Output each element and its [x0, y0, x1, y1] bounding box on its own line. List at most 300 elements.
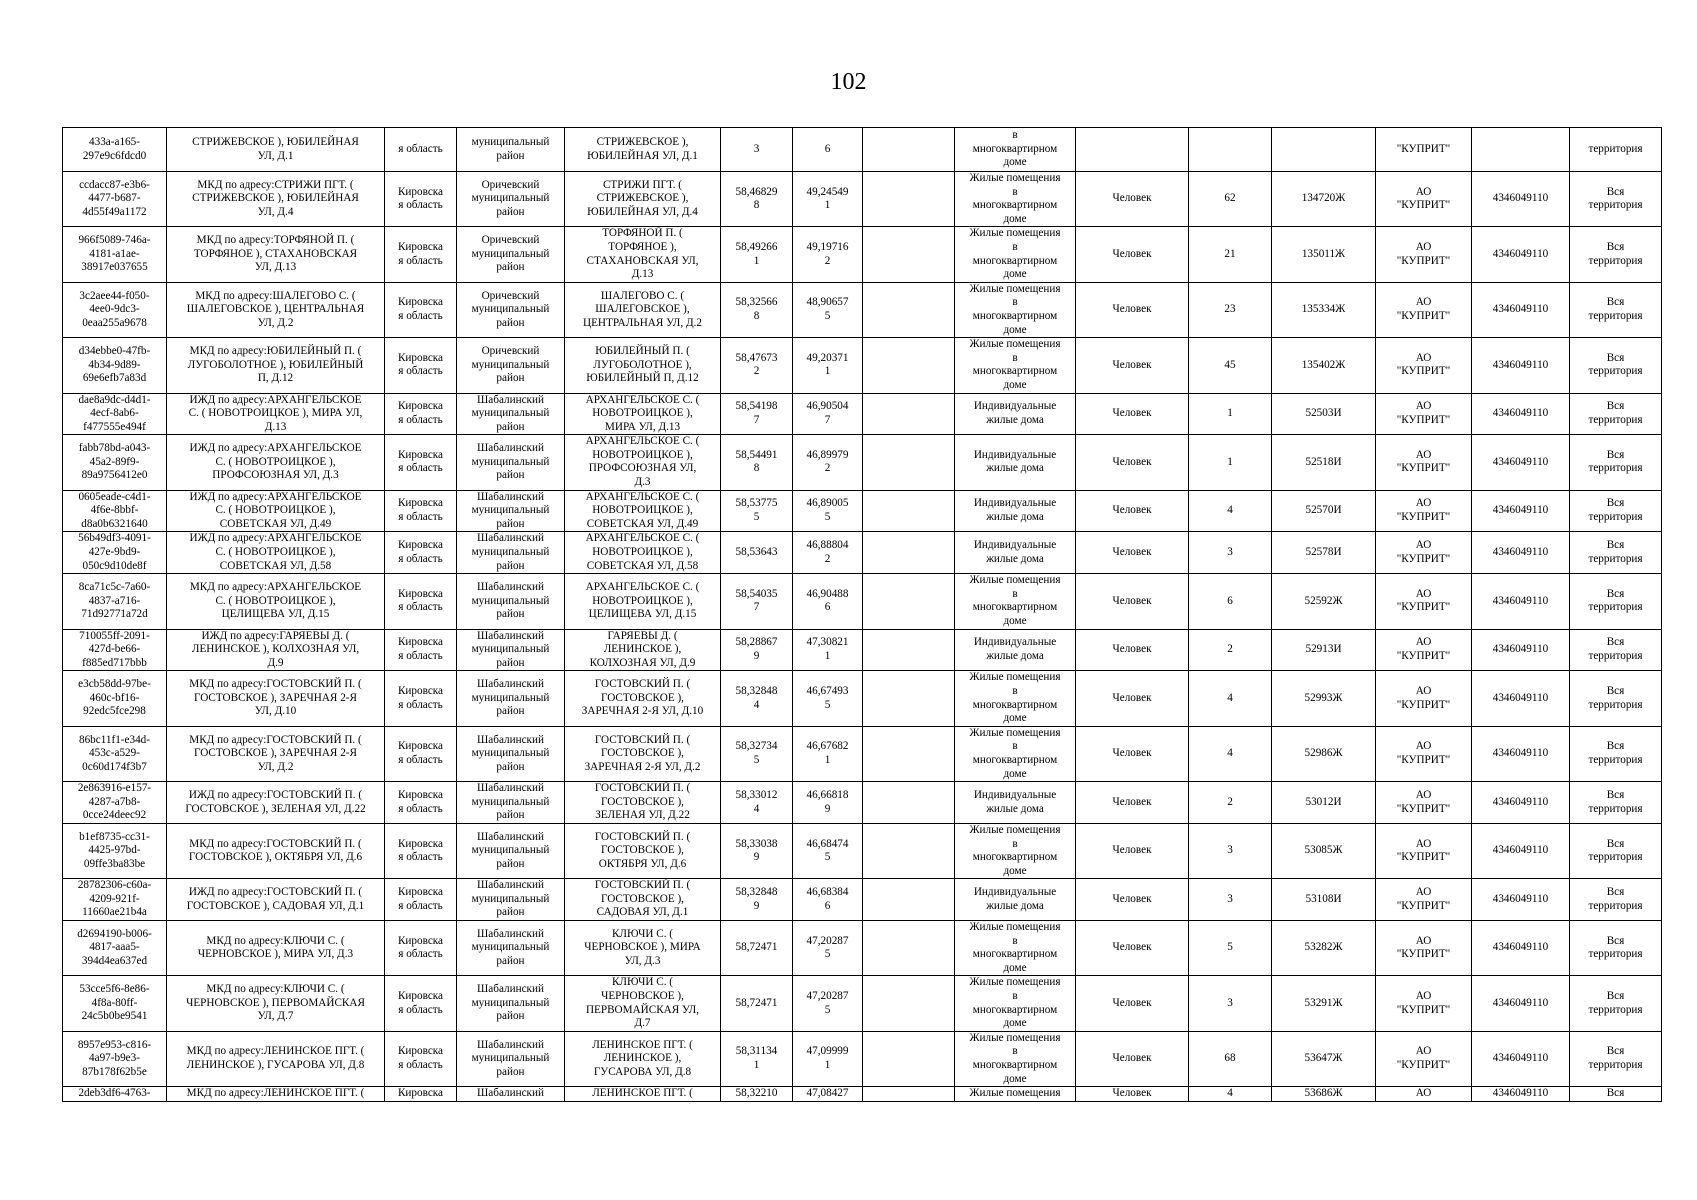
table-row: [63, 128, 1662, 172]
cell-district: Оричевский муниципальный район: [457, 227, 565, 282]
cell-organization: АО "КУПРИТ": [1376, 227, 1472, 282]
cell-object-name: МКД по адресу:ГОСТОВСКИЙ П. ( ГОСТОВСКОЕ ), ЗАРЕЧНАЯ 2-Я УЛ, Д.2: [167, 726, 385, 781]
cell-count: 5: [1189, 921, 1272, 976]
cell-latitude: 58,32210: [721, 1087, 793, 1102]
cell-district: Шабалинский муниципальный район: [457, 782, 565, 824]
table-row: [63, 782, 1662, 824]
cell-territory: Вся территория: [1570, 1031, 1662, 1086]
cell-unit: Человек: [1076, 435, 1189, 490]
cell-region: Кировска я область: [385, 574, 457, 629]
cell-territory: Вся территория: [1570, 435, 1662, 490]
cell-territory: Вся территория: [1570, 574, 1662, 629]
cell-region: Кировска я область: [385, 921, 457, 976]
cell-district: Шабалинский муниципальный район: [457, 671, 565, 726]
cell-inn: 4346049110: [1472, 490, 1570, 532]
cell-record-id: fabb78bd-a043- 45a2-89f9- 89a9756412e0: [63, 435, 167, 490]
cell-unit: Человек: [1076, 629, 1189, 671]
cell-district: Шабалинский: [457, 1087, 565, 1102]
cell-count: 62: [1189, 172, 1272, 227]
cell-object-code: 53085Ж: [1272, 823, 1376, 878]
cell-address: АРХАНГЕЛЬСКОЕ С. ( НОВОТРОИЦКОЕ ), ПРОФСОЮЗНАЯ УЛ, Д.3: [565, 435, 721, 490]
cell-region: Кировска я область: [385, 338, 457, 393]
cell-object-name: МКД по адресу:ШАЛЕГОВО С. ( ШАЛЕГОВСКОЕ ), ЦЕНТРАЛЬНАЯ УЛ, Д.2: [167, 282, 385, 337]
cell-address: КЛЮЧИ С. ( ЧЕРНОВСКОЕ ), МИРА УЛ, Д.3: [565, 921, 721, 976]
cell-latitude: 58,53643: [721, 532, 793, 574]
cell-unit: Человек: [1076, 726, 1189, 781]
cell-unit: Человек: [1076, 879, 1189, 921]
cell-empty-col: [863, 338, 955, 393]
cell-object-name: ИЖД по адресу:АРХАНГЕЛЬСКОЕ С. ( НОВОТРОИЦКОЕ ), ПРОФСОЮЗНАЯ УЛ, Д.3: [167, 435, 385, 490]
cell-longitude: 46,66818 9: [793, 782, 863, 824]
cell-longitude: 47,30821 1: [793, 629, 863, 671]
cell-record-id: 433a-a165- 297e9c6fdcd0: [63, 128, 167, 172]
cell-empty-col: [863, 282, 955, 337]
cell-address: ГОСТОВСКИЙ П. ( ГОСТОВСКОЕ ), ОКТЯБРЯ УЛ, Д.6: [565, 823, 721, 878]
cell-object-name: ИЖД по адресу:АРХАНГЕЛЬСКОЕ С. ( НОВОТРОИЦКОЕ ), СОВЕТСКАЯ УЛ, Д.58: [167, 532, 385, 574]
cell-latitude: 58,72471: [721, 921, 793, 976]
cell-region: Кировска: [385, 1087, 457, 1102]
cell-organization: АО "КУПРИТ": [1376, 490, 1472, 532]
cell-object-type: Жилые помещения в многоквартирном доме: [955, 227, 1076, 282]
cell-organization: АО "КУПРИТ": [1376, 726, 1472, 781]
cell-longitude: 49,24549 1: [793, 172, 863, 227]
cell-territory: Вся территория: [1570, 282, 1662, 337]
cell-count: 21: [1189, 227, 1272, 282]
cell-object-type: Жилые помещения в многоквартирном доме: [955, 172, 1076, 227]
cell-address: ЛЕНИНСКОЕ ПГТ. ( ЛЕНИНСКОЕ ), ГУСАРОВА УЛ, Д.8: [565, 1031, 721, 1086]
cell-organization: АО "КУПРИТ": [1376, 574, 1472, 629]
table-row: [63, 629, 1662, 671]
cell-object-name: МКД по адресу:ГОСТОВСКИЙ П. ( ГОСТОВСКОЕ ), ОКТЯБРЯ УЛ, Д.6: [167, 823, 385, 878]
cell-object-type: Жилые помещения в многоквартирном доме: [955, 726, 1076, 781]
cell-object-code: 52986Ж: [1272, 726, 1376, 781]
cell-object-code: 135402Ж: [1272, 338, 1376, 393]
cell-territory: Вся территория: [1570, 629, 1662, 671]
cell-longitude: 6: [793, 128, 863, 172]
cell-inn: 4346049110: [1472, 393, 1570, 435]
cell-district: Шабалинский муниципальный район: [457, 532, 565, 574]
cell-count: 68: [1189, 1031, 1272, 1086]
cell-address: ШАЛЕГОВО С. ( ШАЛЕГОВСКОЕ ), ЦЕНТРАЛЬНАЯ УЛ, Д.2: [565, 282, 721, 337]
cell-object-name: МКД по адресу:ЛЕНИНСКОЕ ПГТ. (: [167, 1087, 385, 1102]
cell-longitude: 46,89005 5: [793, 490, 863, 532]
cell-inn: 4346049110: [1472, 1031, 1570, 1086]
cell-record-id: 0605eade-c4d1- 4f6e-8bbf- d8a0b6321640: [63, 490, 167, 532]
cell-empty-col: [863, 490, 955, 532]
cell-region: Кировска я область: [385, 782, 457, 824]
cell-address: СТРИЖИ ПГТ. ( СТРИЖЕВСКОЕ ), ЮБИЛЕЙНАЯ УЛ, Д.4: [565, 172, 721, 227]
table-row: [63, 574, 1662, 629]
cell-district: Шабалинский муниципальный район: [457, 574, 565, 629]
cell-latitude: 58,32566 8: [721, 282, 793, 337]
cell-record-id: 3c2aee44-f050- 4ee0-9dc3- 0eaa255a9678: [63, 282, 167, 337]
cell-record-id: 86bc11f1-e34d- 453c-a529- 0c60d174f3b7: [63, 726, 167, 781]
cell-longitude: 49,20371 1: [793, 338, 863, 393]
cell-inn: 4346049110: [1472, 629, 1570, 671]
table-row: [63, 1031, 1662, 1086]
cell-organization: АО "КУПРИТ": [1376, 921, 1472, 976]
cell-object-code: 52993Ж: [1272, 671, 1376, 726]
cell-count: 4: [1189, 1087, 1272, 1102]
cell-record-id: 966f5089-746a- 4181-a1ae- 38917e037655: [63, 227, 167, 282]
cell-organization: АО "КУПРИТ": [1376, 879, 1472, 921]
cell-territory: Вся территория: [1570, 726, 1662, 781]
cell-district: муниципальный район: [457, 128, 565, 172]
table-row: [63, 921, 1662, 976]
cell-address: КЛЮЧИ С. ( ЧЕРНОВСКОЕ ), ПЕРВОМАЙСКАЯ УЛ, Д.7: [565, 976, 721, 1031]
cell-inn: 4346049110: [1472, 823, 1570, 878]
cell-count: 3: [1189, 823, 1272, 878]
cell-inn: 4346049110: [1472, 338, 1570, 393]
cell-organization: АО "КУПРИТ": [1376, 782, 1472, 824]
cell-object-code: 53686Ж: [1272, 1087, 1376, 1102]
cell-address: ГОСТОВСКИЙ П. ( ГОСТОВСКОЕ ), ЗАРЕЧНАЯ 2-Я УЛ, Д.2: [565, 726, 721, 781]
cell-count: 45: [1189, 338, 1272, 393]
cell-count: 4: [1189, 726, 1272, 781]
cell-record-id: d34ebbe0-47fb- 4b34-9d89- 69e6efb7a83d: [63, 338, 167, 393]
cell-district: Шабалинский муниципальный район: [457, 629, 565, 671]
cell-territory: Вся территория: [1570, 393, 1662, 435]
cell-region: Кировска я область: [385, 1031, 457, 1086]
cell-object-type: Индивидуальные жилые дома: [955, 435, 1076, 490]
cell-object-name: ИЖД по адресу:ГОСТОВСКИЙ П. ( ГОСТОВСКОЕ ), САДОВАЯ УЛ, Д.1: [167, 879, 385, 921]
cell-empty-col: [863, 227, 955, 282]
cell-object-type: Жилые помещения в многоквартирном доме: [955, 671, 1076, 726]
cell-record-id: dae8a9dc-d4d1- 4ecf-8ab6- f477555e494f: [63, 393, 167, 435]
cell-object-name: МКД по адресу:АРХАНГЕЛЬСКОЕ С. ( НОВОТРОИЦКОЕ ), ЦЕЛИЩЕВА УЛ, Д.15: [167, 574, 385, 629]
cell-empty-col: [863, 574, 955, 629]
cell-empty-col: [863, 393, 955, 435]
cell-object-type: Индивидуальные жилые дома: [955, 879, 1076, 921]
cell-object-type: Индивидуальные жилые дома: [955, 490, 1076, 532]
cell-region: Кировска я область: [385, 879, 457, 921]
cell-district: Оричевский муниципальный район: [457, 172, 565, 227]
cell-address: ГОСТОВСКИЙ П. ( ГОСТОВСКОЕ ), САДОВАЯ УЛ, Д.1: [565, 879, 721, 921]
cell-territory: Вся территория: [1570, 823, 1662, 878]
cell-organization: АО "КУПРИТ": [1376, 338, 1472, 393]
cell-latitude: 58,28867 9: [721, 629, 793, 671]
cell-region: Кировска я область: [385, 172, 457, 227]
cell-empty-col: [863, 1087, 955, 1102]
cell-count: 23: [1189, 282, 1272, 337]
cell-empty-col: [863, 879, 955, 921]
cell-count: 3: [1189, 879, 1272, 921]
cell-longitude: 46,68474 5: [793, 823, 863, 878]
cell-district: Шабалинский муниципальный район: [457, 490, 565, 532]
cell-address: ЛЕНИНСКОЕ ПГТ. (: [565, 1087, 721, 1102]
cell-territory: Вся территория: [1570, 490, 1662, 532]
cell-object-code: [1272, 128, 1376, 172]
cell-organization: АО "КУПРИТ": [1376, 671, 1472, 726]
cell-latitude: 58,31134 1: [721, 1031, 793, 1086]
cell-object-code: 52503И: [1272, 393, 1376, 435]
cell-empty-col: [863, 726, 955, 781]
cell-object-code: 53108И: [1272, 879, 1376, 921]
cell-empty-col: [863, 172, 955, 227]
cell-region: Кировска я область: [385, 726, 457, 781]
cell-unit: Человек: [1076, 921, 1189, 976]
cell-longitude: 46,90488 6: [793, 574, 863, 629]
cell-unit: Человек: [1076, 976, 1189, 1031]
cell-region: я область: [385, 128, 457, 172]
cell-latitude: 58,54491 8: [721, 435, 793, 490]
cell-latitude: 58,47673 2: [721, 338, 793, 393]
cell-organization: АО "КУПРИТ": [1376, 1031, 1472, 1086]
table-row: [63, 338, 1662, 393]
cell-territory: Вся территория: [1570, 976, 1662, 1031]
table-row: [63, 823, 1662, 878]
table-row: [63, 435, 1662, 490]
cell-district: Оричевский муниципальный район: [457, 338, 565, 393]
cell-inn: 4346049110: [1472, 671, 1570, 726]
table-row: [63, 172, 1662, 227]
cell-longitude: 46,88804 2: [793, 532, 863, 574]
cell-count: 1: [1189, 435, 1272, 490]
cell-inn: 4346049110: [1472, 282, 1570, 337]
cell-inn: 4346049110: [1472, 782, 1570, 824]
cell-object-code: 53647Ж: [1272, 1031, 1376, 1086]
cell-object-name: МКД по адресу:ЮБИЛЕЙНЫЙ П. ( ЛУГОБОЛОТНОЕ ), ЮБИЛЕЙНЫЙ П, Д.12: [167, 338, 385, 393]
cell-object-type: Жилые помещения в многоквартирном доме: [955, 1031, 1076, 1086]
cell-count: 1: [1189, 393, 1272, 435]
cell-longitude: 49,19716 2: [793, 227, 863, 282]
cell-district: Шабалинский муниципальный район: [457, 823, 565, 878]
cell-address: ЮБИЛЕЙНЫЙ П. ( ЛУГОБОЛОТНОЕ ), ЮБИЛЕЙНЫЙ П, Д.12: [565, 338, 721, 393]
cell-organization: АО "КУПРИТ": [1376, 976, 1472, 1031]
cell-address: ГОСТОВСКИЙ П. ( ГОСТОВСКОЕ ), ЗАРЕЧНАЯ 2-Я УЛ, Д.10: [565, 671, 721, 726]
cell-longitude: 46,67682 1: [793, 726, 863, 781]
cell-district: Шабалинский муниципальный район: [457, 921, 565, 976]
cell-longitude: 47,20287 5: [793, 921, 863, 976]
cell-count: 6: [1189, 574, 1272, 629]
cell-latitude: 58,32848 9: [721, 879, 793, 921]
cell-object-name: МКД по адресу:СТРИЖИ ПГТ. ( СТРИЖЕВСКОЕ ), ЮБИЛЕЙНАЯ УЛ, Д.4: [167, 172, 385, 227]
cell-address: СТРИЖЕВСКОЕ ), ЮБИЛЕЙНАЯ УЛ, Д.1: [565, 128, 721, 172]
cell-territory: Вся территория: [1570, 338, 1662, 393]
cell-unit: Человек: [1076, 172, 1189, 227]
cell-unit: Человек: [1076, 1087, 1189, 1102]
cell-object-type: Жилые помещения в многоквартирном доме: [955, 282, 1076, 337]
cell-territory: Вся территория: [1570, 532, 1662, 574]
cell-address: АРХАНГЕЛЬСКОЕ С. ( НОВОТРОИЦКОЕ ), СОВЕТСКАЯ УЛ, Д.49: [565, 490, 721, 532]
cell-unit: Человек: [1076, 782, 1189, 824]
cell-unit: Человек: [1076, 532, 1189, 574]
cell-record-id: d2694190-b006- 4817-aaa5- 394d4ea637ed: [63, 921, 167, 976]
cell-organization: АО "КУПРИТ": [1376, 282, 1472, 337]
cell-object-code: 53012И: [1272, 782, 1376, 824]
cell-longitude: 47,09999 1: [793, 1031, 863, 1086]
cell-region: Кировска я область: [385, 976, 457, 1031]
cell-unit: Человек: [1076, 227, 1189, 282]
cell-territory: Вся: [1570, 1087, 1662, 1102]
cell-address: ГАРЯЕВЫ Д. ( ЛЕНИНСКОЕ ), КОЛХОЗНАЯ УЛ, Д.9: [565, 629, 721, 671]
cell-unit: Человек: [1076, 671, 1189, 726]
cell-unit: Человек: [1076, 282, 1189, 337]
cell-count: 4: [1189, 671, 1272, 726]
cell-count: 2: [1189, 782, 1272, 824]
cell-unit: Человек: [1076, 338, 1189, 393]
cell-record-id: 56b49df3-4091- 427e-9bd9- 050c9d10de8f: [63, 532, 167, 574]
cell-count: 3: [1189, 532, 1272, 574]
table-row: [63, 671, 1662, 726]
cell-object-type: Жилые помещения в многоквартирном доме: [955, 976, 1076, 1031]
cell-object-code: 135334Ж: [1272, 282, 1376, 337]
cell-longitude: 47,20287 5: [793, 976, 863, 1031]
cell-empty-col: [863, 532, 955, 574]
cell-object-code: 53282Ж: [1272, 921, 1376, 976]
cell-organization: "КУПРИТ": [1376, 128, 1472, 172]
cell-longitude: 48,90657 5: [793, 282, 863, 337]
cell-object-type: Жилые помещения в многоквартирном доме: [955, 823, 1076, 878]
cell-object-code: 53291Ж: [1272, 976, 1376, 1031]
cell-latitude: 58,72471: [721, 976, 793, 1031]
cell-object-code: 135011Ж: [1272, 227, 1376, 282]
cell-object-name: МКД по адресу:КЛЮЧИ С. ( ЧЕРНОВСКОЕ ), МИРА УЛ, Д.3: [167, 921, 385, 976]
cell-record-id: ccdacc87-e3b6- 4477-b687- 4d55f49a1172: [63, 172, 167, 227]
cell-district: Оричевский муниципальный район: [457, 282, 565, 337]
cell-object-code: 52518И: [1272, 435, 1376, 490]
cell-longitude: 47,08427: [793, 1087, 863, 1102]
cell-longitude: 46,67493 5: [793, 671, 863, 726]
cell-empty-col: [863, 823, 955, 878]
cell-record-id: e3cb58dd-97be- 460c-bf16- 92edc5fce298: [63, 671, 167, 726]
cell-region: Кировска я область: [385, 532, 457, 574]
cell-record-id: 8ca71c5c-7a60- 4837-a716- 71d92771a72d: [63, 574, 167, 629]
cell-inn: 4346049110: [1472, 921, 1570, 976]
cell-address: ГОСТОВСКИЙ П. ( ГОСТОВСКОЕ ), ЗЕЛЕНАЯ УЛ, Д.22: [565, 782, 721, 824]
cell-object-name: МКД по адресу:ГОСТОВСКИЙ П. ( ГОСТОВСКОЕ ), ЗАРЕЧНАЯ 2-Я УЛ, Д.10: [167, 671, 385, 726]
cell-latitude: 58,33038 9: [721, 823, 793, 878]
cell-object-code: 52578И: [1272, 532, 1376, 574]
cell-organization: АО "КУПРИТ": [1376, 629, 1472, 671]
cell-region: Кировска я область: [385, 490, 457, 532]
cell-organization: АО "КУПРИТ": [1376, 532, 1472, 574]
cell-object-type: в многоквартирном доме: [955, 128, 1076, 172]
cell-address: АРХАНГЕЛЬСКОЕ С. ( НОВОТРОИЦКОЕ ), СОВЕТСКАЯ УЛ, Д.58: [565, 532, 721, 574]
table-row: [63, 726, 1662, 781]
cell-empty-col: [863, 435, 955, 490]
cell-district: Шабалинский муниципальный район: [457, 976, 565, 1031]
cell-region: Кировска я область: [385, 435, 457, 490]
cell-organization: АО: [1376, 1087, 1472, 1102]
cell-region: Кировска я область: [385, 823, 457, 878]
cell-latitude: 58,49266 1: [721, 227, 793, 282]
cell-object-code: 52570И: [1272, 490, 1376, 532]
cell-object-name: МКД по адресу:КЛЮЧИ С. ( ЧЕРНОВСКОЕ ), ПЕРВОМАЙСКАЯ УЛ, Д.7: [167, 976, 385, 1031]
cell-inn: 4346049110: [1472, 227, 1570, 282]
cell-inn: 4346049110: [1472, 172, 1570, 227]
cell-object-code: 134720Ж: [1272, 172, 1376, 227]
cell-object-code: 52592Ж: [1272, 574, 1376, 629]
cell-object-type: Индивидуальные жилые дома: [955, 782, 1076, 824]
cell-record-id: 2deb3df6-4763-: [63, 1087, 167, 1102]
cell-organization: АО "КУПРИТ": [1376, 393, 1472, 435]
cell-inn: 4346049110: [1472, 879, 1570, 921]
cell-record-id: 28782306-c60a- 4209-921f- 11660ae21b4a: [63, 879, 167, 921]
cell-region: Кировска я область: [385, 393, 457, 435]
cell-object-type: Индивидуальные жилые дома: [955, 532, 1076, 574]
cell-region: Кировска я область: [385, 671, 457, 726]
cell-empty-col: [863, 671, 955, 726]
cell-longitude: 46,68384 6: [793, 879, 863, 921]
cell-unit: Человек: [1076, 823, 1189, 878]
cell-unit: [1076, 128, 1189, 172]
cell-address: ТОРФЯНОЙ П. ( ТОРФЯНОЕ ), СТАХАНОВСКАЯ УЛ, Д.13: [565, 227, 721, 282]
cell-region: Кировска я область: [385, 629, 457, 671]
cell-empty-col: [863, 782, 955, 824]
cell-empty-col: [863, 629, 955, 671]
cell-count: 2: [1189, 629, 1272, 671]
cell-object-code: 52913И: [1272, 629, 1376, 671]
cell-count: [1189, 128, 1272, 172]
cell-region: Кировска я область: [385, 227, 457, 282]
cell-object-name: ИЖД по адресу:АРХАНГЕЛЬСКОЕ С. ( НОВОТРОИЦКОЕ ), СОВЕТСКАЯ УЛ, Д.49: [167, 490, 385, 532]
cell-inn: 4346049110: [1472, 1087, 1570, 1102]
cell-district: Шабалинский муниципальный район: [457, 879, 565, 921]
table-row: [63, 976, 1662, 1031]
cell-district: Шабалинский муниципальный район: [457, 393, 565, 435]
cell-district: Шабалинский муниципальный район: [457, 726, 565, 781]
cell-object-name: СТРИЖЕВСКОЕ ), ЮБИЛЕЙНАЯ УЛ, Д.1: [167, 128, 385, 172]
cell-object-type: Жилые помещения в многоквартирном доме: [955, 574, 1076, 629]
table-row: [63, 490, 1662, 532]
cell-unit: Человек: [1076, 574, 1189, 629]
cell-object-name: МКД по адресу:ЛЕНИНСКОЕ ПГТ. ( ЛЕНИНСКОЕ ), ГУСАРОВА УЛ, Д.8: [167, 1031, 385, 1086]
cell-territory: Вся территория: [1570, 227, 1662, 282]
cell-district: Шабалинский муниципальный район: [457, 1031, 565, 1086]
cell-latitude: 58,33012 4: [721, 782, 793, 824]
table-row: [63, 1087, 1662, 1102]
cell-longitude: 46,90504 7: [793, 393, 863, 435]
cell-territory: Вся территория: [1570, 782, 1662, 824]
cell-count: 4: [1189, 490, 1272, 532]
cell-latitude: 58,54035 7: [721, 574, 793, 629]
cell-latitude: 3: [721, 128, 793, 172]
cell-empty-col: [863, 1031, 955, 1086]
cell-inn: 4346049110: [1472, 976, 1570, 1031]
cell-territory: Вся территория: [1570, 172, 1662, 227]
cell-record-id: 8957e953-c816- 4a97-b9e3- 87b178f62b5e: [63, 1031, 167, 1086]
cell-unit: Человек: [1076, 393, 1189, 435]
cell-object-name: ИЖД по адресу:ГОСТОВСКИЙ П. ( ГОСТОВСКОЕ ), ЗЕЛЕНАЯ УЛ, Д.22: [167, 782, 385, 824]
cell-territory: территория: [1570, 128, 1662, 172]
cell-territory: Вся территория: [1570, 879, 1662, 921]
table-row: [63, 879, 1662, 921]
cell-latitude: 58,53775 5: [721, 490, 793, 532]
cell-latitude: 58,46829 8: [721, 172, 793, 227]
cell-latitude: 58,54198 7: [721, 393, 793, 435]
cell-object-name: ИЖД по адресу:АРХАНГЕЛЬСКОЕ С. ( НОВОТРОИЦКОЕ ), МИРА УЛ, Д.13: [167, 393, 385, 435]
cell-empty-col: [863, 921, 955, 976]
cell-territory: Вся территория: [1570, 921, 1662, 976]
cell-empty-col: [863, 128, 955, 172]
registry-table: [62, 127, 1662, 1102]
cell-record-id: 2e863916-e157- 4287-a7b8- 0cce24deec92: [63, 782, 167, 824]
cell-object-type: Индивидуальные жилые дома: [955, 629, 1076, 671]
cell-count: 3: [1189, 976, 1272, 1031]
cell-longitude: 46,89979 2: [793, 435, 863, 490]
table-row: [63, 282, 1662, 337]
cell-object-type: Жилые помещения в многоквартирном доме: [955, 921, 1076, 976]
cell-latitude: 58,32734 5: [721, 726, 793, 781]
cell-inn: 4346049110: [1472, 726, 1570, 781]
cell-inn: [1472, 128, 1570, 172]
cell-unit: Человек: [1076, 490, 1189, 532]
cell-object-type: Индивидуальные жилые дома: [955, 393, 1076, 435]
cell-latitude: 58,32848 4: [721, 671, 793, 726]
cell-unit: Человек: [1076, 1031, 1189, 1086]
cell-object-type: Жилые помещения: [955, 1087, 1076, 1102]
